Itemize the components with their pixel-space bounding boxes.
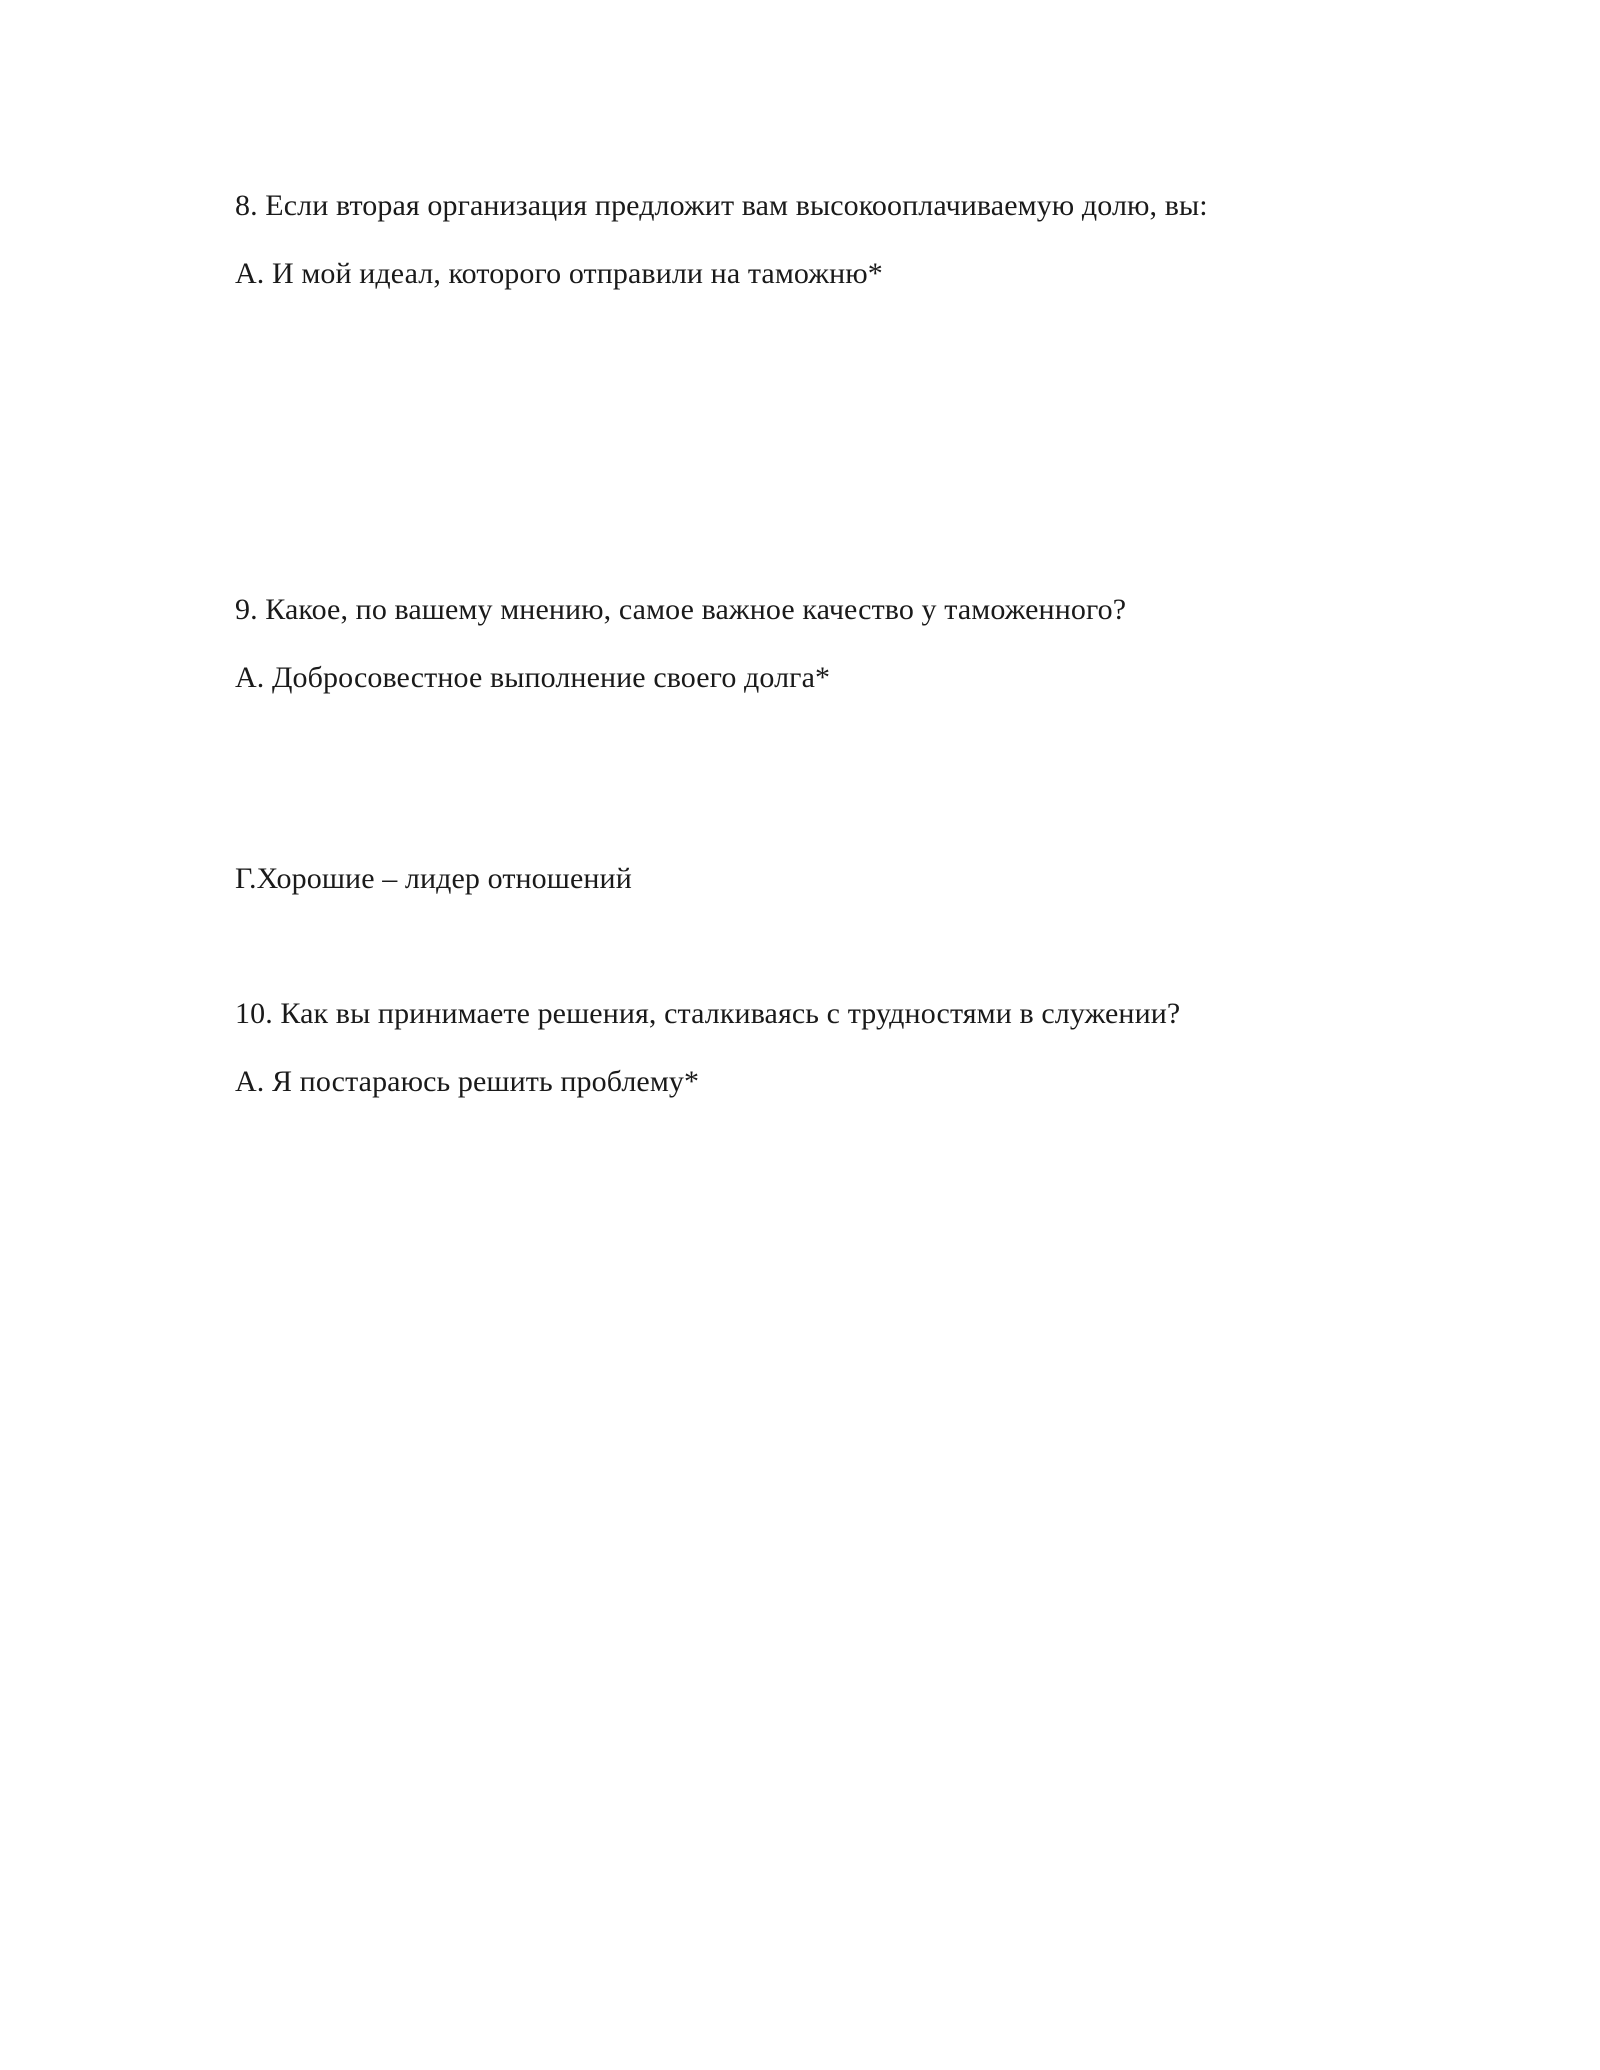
- question-9-answer-a: А. Добросовестное выполнение своего долга*: [235, 661, 831, 694]
- question-8-answer-a: А. И мой идеал, которого отправили на таможню*: [235, 257, 883, 290]
- question-9: 9. Какое, по вашему мнению, самое важное качество у таможенного?: [235, 593, 1127, 626]
- question-10-answer-a: А. Я постараюсь решить проблему*: [235, 1065, 700, 1098]
- question-10: 10. Как вы принимаете решения, сталкиваясь с трудностями в служении?: [235, 997, 1181, 1030]
- question-9-answer-g: Г.Хорошие – лидер отношений: [235, 862, 632, 895]
- question-8: 8. Если вторая организация предложит вам высокооплачиваемую долю, вы:: [235, 189, 1208, 222]
